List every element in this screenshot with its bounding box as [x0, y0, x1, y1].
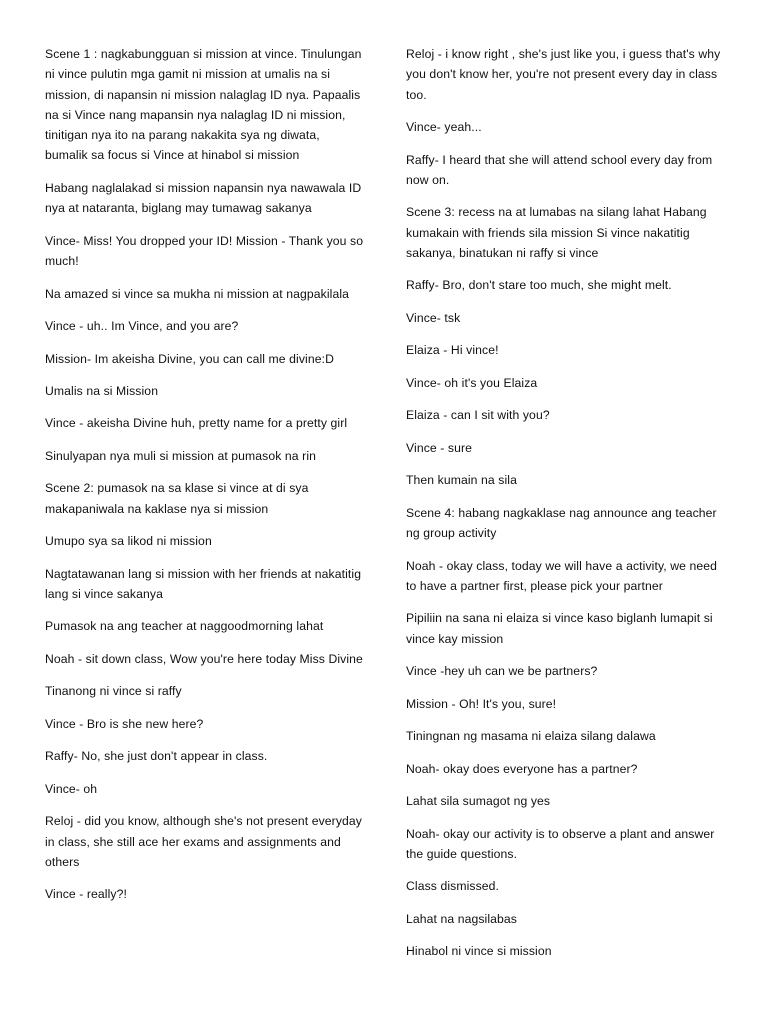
script-line: Mission - Oh! It's you, sure!: [406, 696, 557, 711]
script-line: Mission- Im akeisha Divine, you can call me divine:D: [45, 351, 335, 366]
script-line: Vince- tsk: [406, 310, 461, 325]
script-line: Raffy- I heard that she will attend school every day from now on.: [406, 152, 713, 187]
script-line: Class dismissed.: [406, 879, 500, 894]
script-line: Scene 3: recess na at lumabas na silang lahat Habang kumakain with friends sila mission Si vince nakatitig sakanya, binatukan ni raffy si vince: [406, 205, 707, 260]
script-line: Nagtatawanan lang si mission with her friends at nakatitig lang si vince sakanya: [45, 566, 362, 601]
script-line: Vince- oh: [45, 781, 98, 796]
script-line: Vince- oh it's you Elaiza: [406, 375, 538, 390]
script-line: Umupo sya sa likod ni mission: [45, 534, 212, 549]
script-line: Noah - sit down class, Wow you're here today Miss Divine: [45, 651, 363, 666]
script-line: Noah- okay does everyone has a partner?: [406, 761, 638, 776]
script-line: Vince - sure: [406, 440, 473, 455]
script-line: Lahat sila sumagot ng yes: [406, 794, 551, 809]
script-line: Umalis na si Mission: [45, 383, 159, 398]
script-line: Reloj - i know right , she's just like you, i guess that's why you don't know her, you're not present every day in class too.: [406, 47, 721, 102]
script-line: Sinulyapan nya muli si mission at pumasok na rin: [45, 448, 317, 463]
script-line: Elaiza - Hi vince!: [406, 343, 499, 358]
script-line: Vince - really?!: [45, 887, 127, 902]
script-line: Elaiza - can I sit with you?: [406, 408, 550, 423]
script-line: Noah- okay our activity is to observe a plant and answer the guide questions.: [406, 826, 715, 861]
left-column: [45, 44, 365, 917]
script-line: Tiningnan ng masama ni elaiza silang dalawa: [406, 729, 656, 744]
script-line: Tinanong ni vince si raffy: [45, 684, 182, 699]
script-line: Reloj - did you know, although she's not present everyday in class, she still ace her exams and assignments and others: [45, 814, 362, 869]
script-line: Scene 2: pumasok na sa klase si vince at di sya makapaniwala na kaklase nya si mission: [45, 481, 309, 516]
script-line: Noah - okay class, today we will have a activity, we need to have a partner first, please pick your partner: [406, 558, 717, 593]
script-line: Then kumain na sila: [406, 473, 517, 488]
script-line: Vince -hey uh can we be partners?: [406, 664, 598, 679]
script-line: Raffy- No, she just don't appear in class.: [45, 749, 268, 764]
script-line: Pumasok na ang teacher at naggoodmorning lahat: [45, 619, 324, 634]
script-line: Vince - uh.. Im Vince, and you are?: [45, 319, 239, 334]
script-line: Vince- Miss! You dropped your ID! Mission - Thank you so much!: [45, 233, 364, 269]
script-line: Scene 4: habang nagkaklase nag announce ang teacher ng group activity: [406, 505, 717, 541]
script-line: Habang naglalakad si mission napansin nya nawawala ID nya at nataranta, biglang may tumawag sakanya: [45, 180, 362, 216]
script-line: Vince- yeah...: [406, 120, 482, 135]
script-line: Vince - Bro is she new here?: [45, 716, 204, 731]
script-line: Pipiliin na sana ni elaiza si vince kaso biglanh lumapit si vince kay mission: [406, 611, 713, 646]
script-line: Raffy- Bro, don't stare too much, she might melt.: [406, 278, 672, 293]
script-line: Hinabol ni vince si mission: [406, 944, 552, 959]
script-line: Scene 1 : nagkabungguan si mission at vince. Tinulungan ni vince pulutin mga gamit ni mission at umalis na si mission, di napansin ni mission nalaglag ID nya. Papaalis na si Vince nang mapansin nya nalaglag ID ni mission, tinitigan nya ito na parang nakakita sya ng diwata, bumalik sa focus si Vince at hinabol si mission: [45, 47, 362, 163]
script-line: Lahat na nagsilabas: [406, 911, 517, 926]
script-line: Vince - akeisha Divine huh, pretty name for a pretty girl: [45, 416, 348, 431]
script-line: Na amazed si vince sa mukha ni mission at nagpakilala: [45, 286, 350, 301]
right-column: [406, 44, 726, 974]
